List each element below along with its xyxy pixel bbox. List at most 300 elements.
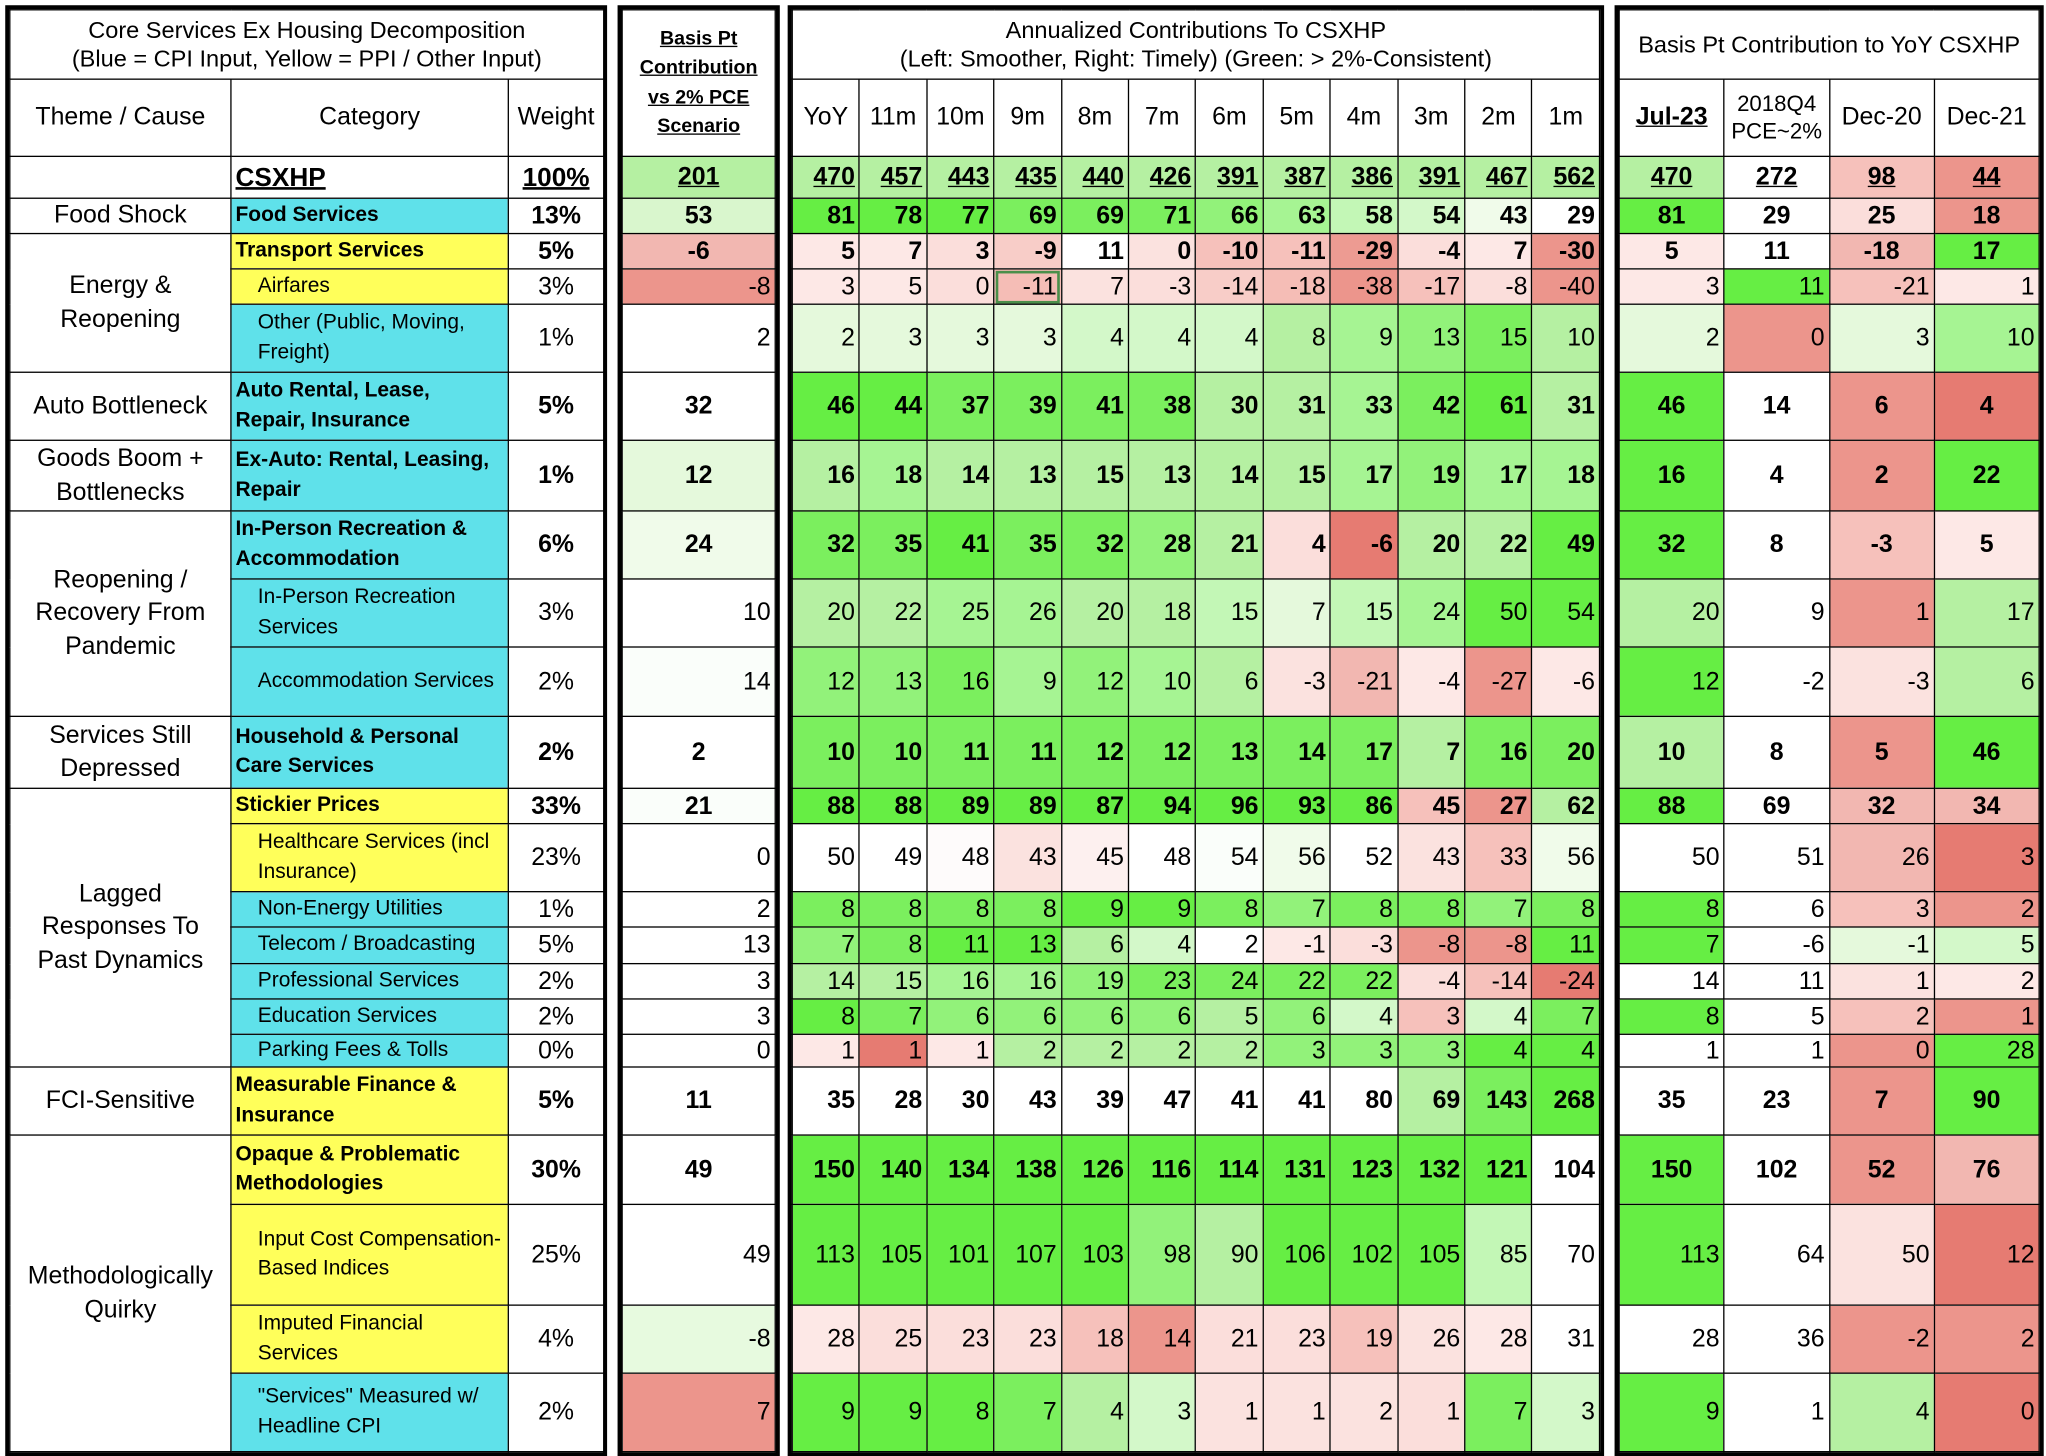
weight-value: 6% — [508, 511, 604, 579]
annualized-value: 14 — [792, 964, 859, 999]
annualized-value: -30 — [1532, 234, 1599, 269]
yoy-value: 1 — [1934, 269, 2039, 304]
annualized-value: 56 — [1263, 824, 1330, 892]
annualized-value: 14 — [1196, 440, 1263, 511]
yoy-value: 50 — [1829, 1204, 1934, 1305]
annualized-value: 31 — [1532, 372, 1599, 440]
table-row — [10, 234, 604, 269]
theme-label — [10, 156, 231, 198]
category-name: Measurable Finance & Insurance — [231, 1067, 508, 1135]
theme-label: Energy & Reopening — [10, 234, 231, 373]
annualized-value: 24 — [1398, 579, 1465, 647]
theme-label: Services Still Depressed — [10, 716, 231, 788]
weight-value: 0% — [508, 1034, 604, 1067]
annualized-value: 6 — [1061, 999, 1128, 1034]
table-row — [622, 304, 775, 372]
table-row — [622, 579, 775, 647]
annualized-value: -6 — [1532, 647, 1599, 716]
annualized-value: 13 — [994, 440, 1061, 511]
table-row — [622, 824, 775, 892]
annualized-value: -3 — [1129, 269, 1196, 304]
annualized-value: 22 — [1330, 964, 1397, 999]
yoy-value: 88 — [1619, 788, 1724, 823]
annualized-value: 114 — [1196, 1135, 1263, 1204]
table-row — [622, 1135, 775, 1204]
annualized-value: 467 — [1465, 156, 1532, 198]
annualized-value: 35 — [859, 511, 926, 579]
annualized-value: -8 — [1398, 927, 1465, 964]
yoy-column-header: Jul-23 — [1619, 79, 1724, 156]
table-row — [622, 156, 775, 198]
annualized-value: 1 — [1196, 1373, 1263, 1452]
annualized-value: 43 — [994, 1067, 1061, 1135]
annualized-value: 4 — [1061, 1373, 1128, 1452]
annualized-value: 7 — [1465, 1373, 1532, 1452]
yoy-value: 9 — [1619, 1373, 1724, 1452]
annualized-value: 8 — [859, 892, 926, 927]
annualized-value: 24 — [1196, 964, 1263, 999]
table-row — [622, 1373, 775, 1452]
annualized-value: 9 — [994, 647, 1061, 716]
annualized-value: 16 — [927, 647, 994, 716]
category-name: In-Person Recreation Services — [231, 579, 508, 647]
annualized-value: 29 — [1532, 198, 1599, 233]
theme-label: Methodologically Quirky — [10, 1135, 231, 1452]
table-row — [1619, 372, 2039, 440]
yoy-value: 8 — [1724, 511, 1829, 579]
table-row — [792, 1373, 1599, 1452]
table-row — [622, 198, 775, 233]
yoy-column-header: Dec-21 — [1934, 79, 2039, 156]
annualized-value: 20 — [1398, 511, 1465, 579]
annualized-value: 10 — [1532, 304, 1599, 372]
annualized-value: -11 — [994, 269, 1061, 304]
basis-value: 2 — [622, 892, 775, 927]
table-row — [10, 372, 604, 440]
table-row — [1619, 234, 2039, 269]
annualized-value: 134 — [927, 1135, 994, 1204]
annualized-value: 7 — [1532, 999, 1599, 1034]
annualized-value: 18 — [1129, 579, 1196, 647]
table-row — [792, 269, 1599, 304]
annualized-value: 3 — [1398, 1034, 1465, 1067]
annualized-value: 426 — [1129, 156, 1196, 198]
category-name: Ex-Auto: Rental, Leasing, Repair — [231, 440, 508, 511]
table-row — [792, 1305, 1599, 1373]
annualized-value: 101 — [927, 1204, 994, 1305]
annualized-value: 5 — [792, 234, 859, 269]
table-row — [622, 716, 775, 788]
basis-value: 11 — [622, 1067, 775, 1135]
annualized-value: 123 — [1330, 1135, 1397, 1204]
annualized-value: 8 — [994, 892, 1061, 927]
table-row — [1619, 156, 2039, 198]
table-row — [792, 440, 1599, 511]
annualized-value: 7 — [1398, 716, 1465, 788]
annualized-value: -17 — [1398, 269, 1465, 304]
annualized-value: 28 — [1129, 511, 1196, 579]
yoy-value: 17 — [1934, 234, 2039, 269]
annualized-value: 78 — [859, 198, 926, 233]
yoy-value: 7 — [1829, 1067, 1934, 1135]
annualized-value: 41 — [1196, 1067, 1263, 1135]
yoy-value: 9 — [1724, 579, 1829, 647]
annualized-value: 80 — [1330, 1067, 1397, 1135]
yoy-value: 52 — [1829, 1135, 1934, 1204]
yoy-value: 22 — [1934, 440, 2039, 511]
annualized-value: 11 — [994, 716, 1061, 788]
annualized-value: -18 — [1263, 269, 1330, 304]
annualized-value: 89 — [927, 788, 994, 823]
annualized-value: 104 — [1532, 1135, 1599, 1204]
yoy-value: 36 — [1724, 1305, 1829, 1373]
annualized-value: 85 — [1465, 1204, 1532, 1305]
yoy-value: 90 — [1934, 1067, 2039, 1135]
annualized-value: 71 — [1129, 198, 1196, 233]
annualized-value: 23 — [994, 1305, 1061, 1373]
annualized-value: 43 — [1398, 824, 1465, 892]
annualized-value: -11 — [1263, 234, 1330, 269]
category-name: Food Services — [231, 198, 508, 233]
annualized-value: 1 — [1263, 1373, 1330, 1452]
annualized-value: 8 — [1398, 892, 1465, 927]
yoy-value: 51 — [1724, 824, 1829, 892]
table-row — [622, 1034, 775, 1067]
annualized-value: 86 — [1330, 788, 1397, 823]
annualized-value: 10 — [1129, 647, 1196, 716]
basis-value: 12 — [622, 440, 775, 511]
yoy-value: 76 — [1934, 1135, 2039, 1204]
annualized-value: 150 — [792, 1135, 859, 1204]
annualized-value: 17 — [1330, 440, 1397, 511]
table-row — [792, 198, 1599, 233]
yoy-value: 1 — [1724, 1034, 1829, 1067]
annualized-value: 50 — [792, 824, 859, 892]
annualized-value: -40 — [1532, 269, 1599, 304]
weight-value: 2% — [508, 647, 604, 716]
basis-value: 21 — [622, 788, 775, 823]
yoy-value: 3 — [1829, 892, 1934, 927]
yoy-value: 28 — [1619, 1305, 1724, 1373]
annualized-value: -4 — [1398, 964, 1465, 999]
weight-value: 25% — [508, 1204, 604, 1305]
annualized-value: 2 — [1196, 1034, 1263, 1067]
table-row — [1619, 999, 2039, 1034]
yoy-value: 6 — [1724, 892, 1829, 927]
table-row — [622, 269, 775, 304]
basis-value: 32 — [622, 372, 775, 440]
table-row — [1619, 892, 2039, 927]
annualized-value: 3 — [927, 304, 994, 372]
yoy-value: 7 — [1619, 927, 1724, 964]
table-row — [792, 716, 1599, 788]
weight-value: 23% — [508, 824, 604, 892]
table-row — [1619, 716, 2039, 788]
annualized-value: 26 — [994, 579, 1061, 647]
annualized-value: 20 — [792, 579, 859, 647]
yoy-value: 11 — [1724, 234, 1829, 269]
annualized-value: 21 — [1196, 511, 1263, 579]
annualized-value: 435 — [994, 156, 1061, 198]
subtitle-text: (Blue = CPI Input, Yellow = PPI / Other Input) — [71, 45, 542, 72]
annualized-value: 18 — [1061, 1305, 1128, 1373]
basis-table — [621, 9, 775, 1452]
category-name: Input Cost Compensation-Based Indices — [231, 1204, 508, 1305]
basis-value: 3 — [622, 999, 775, 1034]
annualized-table — [792, 9, 1601, 1452]
category-name: Household & Personal Care Services — [231, 716, 508, 788]
basis-value: 2 — [622, 304, 775, 372]
table-row — [792, 647, 1599, 716]
annualized-value: 33 — [1330, 372, 1397, 440]
annualized-value: 4 — [1465, 999, 1532, 1034]
table-title — [10, 10, 604, 79]
table-row — [622, 1305, 775, 1373]
table-row — [1619, 579, 2039, 647]
annualized-value: 28 — [859, 1067, 926, 1135]
weight-value: 13% — [508, 198, 604, 233]
table-row — [1619, 1067, 2039, 1135]
yoy-value: 6 — [1934, 647, 2039, 716]
yoy-value: 3 — [1934, 824, 2039, 892]
weight-value: 5% — [508, 372, 604, 440]
annualized-value: 16 — [927, 964, 994, 999]
annualized-value: 62 — [1532, 788, 1599, 823]
basis-value: 10 — [622, 579, 775, 647]
yoy-value: 98 — [1829, 156, 1934, 198]
yoy-value: 8 — [1619, 999, 1724, 1034]
table-row — [792, 927, 1599, 964]
annualized-value: 3 — [859, 304, 926, 372]
annualized-value: 90 — [1196, 1204, 1263, 1305]
annualized-value: 15 — [1196, 579, 1263, 647]
yoy-value: 2 — [1934, 964, 2039, 999]
basis-value: 24 — [622, 511, 775, 579]
annualized-value: 9 — [1330, 304, 1397, 372]
column-header: 2m — [1465, 79, 1532, 156]
yoy-value: 16 — [1619, 440, 1724, 511]
annualized-value: 12 — [1061, 716, 1128, 788]
table-row — [622, 440, 775, 511]
annualized-value: 30 — [927, 1067, 994, 1135]
annualized-value: 32 — [792, 511, 859, 579]
table-row — [622, 999, 775, 1034]
annualized-value: 47 — [1129, 1067, 1196, 1135]
annualized-value: 52 — [1330, 824, 1397, 892]
yoy-value: 113 — [1619, 1204, 1724, 1305]
annualized-value: 38 — [1129, 372, 1196, 440]
yoy-value: 5 — [1934, 511, 2039, 579]
yoy-value: 35 — [1619, 1067, 1724, 1135]
table-row — [10, 511, 604, 579]
annualized-value: 5 — [859, 269, 926, 304]
annualized-value: 16 — [792, 440, 859, 511]
yoy-value: 5 — [1829, 716, 1934, 788]
weight-value: 1% — [508, 440, 604, 511]
annualized-value: 10 — [792, 716, 859, 788]
annualized-value: 9 — [859, 1373, 926, 1452]
annualized-value: 39 — [1061, 1067, 1128, 1135]
annualized-value: 102 — [1330, 1204, 1397, 1305]
annualized-value: 41 — [1263, 1067, 1330, 1135]
table-row — [10, 156, 604, 198]
basis-value: 2 — [622, 716, 775, 788]
basis-value: -6 — [622, 234, 775, 269]
table-row — [10, 1135, 604, 1204]
basis-value: 53 — [622, 198, 775, 233]
annualized-value: 22 — [1465, 511, 1532, 579]
annualized-value: 15 — [1061, 440, 1128, 511]
annualized-value: -3 — [1330, 927, 1397, 964]
yoy-column-header: 2018Q4 PCE~2% — [1724, 79, 1829, 156]
annualized-value: 6 — [1263, 999, 1330, 1034]
annualized-value: 26 — [1398, 1305, 1465, 1373]
annualized-value: 2 — [792, 304, 859, 372]
yoy-value: 1 — [1724, 1373, 1829, 1452]
column-header: 5m — [1263, 79, 1330, 156]
basis-value: 49 — [622, 1204, 775, 1305]
category-name: CSXHP — [231, 156, 508, 198]
basis-value: -8 — [622, 1305, 775, 1373]
yoy-value: 25 — [1829, 198, 1934, 233]
annualized-value: -14 — [1196, 269, 1263, 304]
table-row — [792, 156, 1599, 198]
yoy-value: 29 — [1724, 198, 1829, 233]
category-name: Education Services — [231, 999, 508, 1034]
annualized-value: 15 — [859, 964, 926, 999]
yoy-value: 11 — [1724, 964, 1829, 999]
basis-value: 0 — [622, 1034, 775, 1067]
header-category: Category — [231, 79, 508, 156]
annualized-value: 0 — [1129, 234, 1196, 269]
category-name: Transport Services — [231, 234, 508, 269]
annualized-value: 3 — [1398, 999, 1465, 1034]
table-row — [1619, 1373, 2039, 1452]
yoy-value: 20 — [1619, 579, 1724, 647]
table-row — [622, 788, 775, 823]
annualized-value: 2 — [1061, 1034, 1128, 1067]
annualized-value: 49 — [859, 824, 926, 892]
annualized-value: 58 — [1330, 198, 1397, 233]
yoy-value: 26 — [1829, 824, 1934, 892]
yoy-value: 3 — [1829, 304, 1934, 372]
yoy-value: 32 — [1829, 788, 1934, 823]
yoy-value: 8 — [1724, 716, 1829, 788]
annualized-value: 45 — [1061, 824, 1128, 892]
yoy-value: 12 — [1934, 1204, 2039, 1305]
column-header: 1m — [1532, 79, 1599, 156]
yoy-value: 102 — [1724, 1135, 1829, 1204]
weight-value: 100% — [508, 156, 604, 198]
annualized-value: 6 — [1061, 927, 1128, 964]
annualized-value: 7 — [859, 999, 926, 1034]
annualized-value: 88 — [792, 788, 859, 823]
annualized-value: 35 — [792, 1067, 859, 1135]
annualized-value: -38 — [1330, 269, 1397, 304]
annualized-value: 13 — [1196, 716, 1263, 788]
table-row — [1619, 1135, 2039, 1204]
annualized-value: 5 — [1196, 999, 1263, 1034]
annualized-value: 10 — [859, 716, 926, 788]
annualized-value: 4 — [1129, 304, 1196, 372]
annualized-value: 49 — [1532, 511, 1599, 579]
annualized-value: 12 — [1129, 716, 1196, 788]
weight-value: 3% — [508, 269, 604, 304]
annualized-value: 22 — [1263, 964, 1330, 999]
annualized-value: 3 — [1532, 1373, 1599, 1452]
table-row — [622, 1204, 775, 1305]
annualized-value: 2 — [1330, 1373, 1397, 1452]
annualized-value: 11 — [1532, 927, 1599, 964]
table-row — [622, 647, 775, 716]
annualized-subtitle: (Left: Smoother, Right: Timely) (Green: > 2%-Consistent) — [899, 45, 1493, 72]
yoy-value: 1 — [1619, 1034, 1724, 1067]
table-row — [1619, 198, 2039, 233]
annualized-value: 562 — [1532, 156, 1599, 198]
table-row — [622, 892, 775, 927]
annualized-value: 7 — [1263, 579, 1330, 647]
category-name: Auto Rental, Lease, Repair, Insurance — [231, 372, 508, 440]
annualized-value: -3 — [1263, 647, 1330, 716]
annualized-value: 7 — [1465, 234, 1532, 269]
annualized-value: 13 — [859, 647, 926, 716]
yoy-value: 2 — [1829, 440, 1934, 511]
annualized-value: 1 — [859, 1034, 926, 1067]
annualized-value: -24 — [1532, 964, 1599, 999]
annualized-value: 4 — [1532, 1034, 1599, 1067]
yoy-column-header: Dec-20 — [1829, 79, 1934, 156]
yoy-value: 5 — [1619, 234, 1724, 269]
theme-label: Food Shock — [10, 198, 231, 233]
annualized-value: 103 — [1061, 1204, 1128, 1305]
annualized-value: 17 — [1465, 440, 1532, 511]
annualized-title: Annualized Contributions To CSXHP — [1005, 16, 1387, 43]
table-row — [622, 234, 775, 269]
yoy-value: 470 — [1619, 156, 1724, 198]
annualized-value: 28 — [792, 1305, 859, 1373]
annualized-value: 470 — [792, 156, 859, 198]
annualized-value: 6 — [1129, 999, 1196, 1034]
table-row — [792, 372, 1599, 440]
category-name: Parking Fees & Tolls — [231, 1034, 508, 1067]
annualized-value: 61 — [1465, 372, 1532, 440]
basis-value: 201 — [622, 156, 775, 198]
annualized-value: 8 — [792, 892, 859, 927]
yoy-value: 8 — [1619, 892, 1724, 927]
table-row — [1619, 440, 2039, 511]
annualized-value: 116 — [1129, 1135, 1196, 1204]
theme-label: Lagged Responses To Past Dynamics — [10, 788, 231, 1067]
annualized-value: 143 — [1465, 1067, 1532, 1135]
annualized-value: 54 — [1196, 824, 1263, 892]
category-name: Imputed Financial Services — [231, 1305, 508, 1373]
table-row — [622, 511, 775, 579]
weight-value: 5% — [508, 1067, 604, 1135]
annualized-value: 15 — [1465, 304, 1532, 372]
table-row — [10, 788, 604, 823]
table-row — [792, 1067, 1599, 1135]
table-row — [1619, 1204, 2039, 1305]
yoy-value: 12 — [1619, 647, 1724, 716]
yoy-value: 5 — [1934, 927, 2039, 964]
column-header: YoY — [792, 79, 859, 156]
annualized-value: 9 — [1061, 892, 1128, 927]
yoy-value: 2 — [1934, 892, 2039, 927]
annualized-value: 16 — [994, 964, 1061, 999]
yoy-value: -3 — [1829, 647, 1934, 716]
annualized-value: 69 — [1061, 198, 1128, 233]
annualized-value: 30 — [1196, 372, 1263, 440]
